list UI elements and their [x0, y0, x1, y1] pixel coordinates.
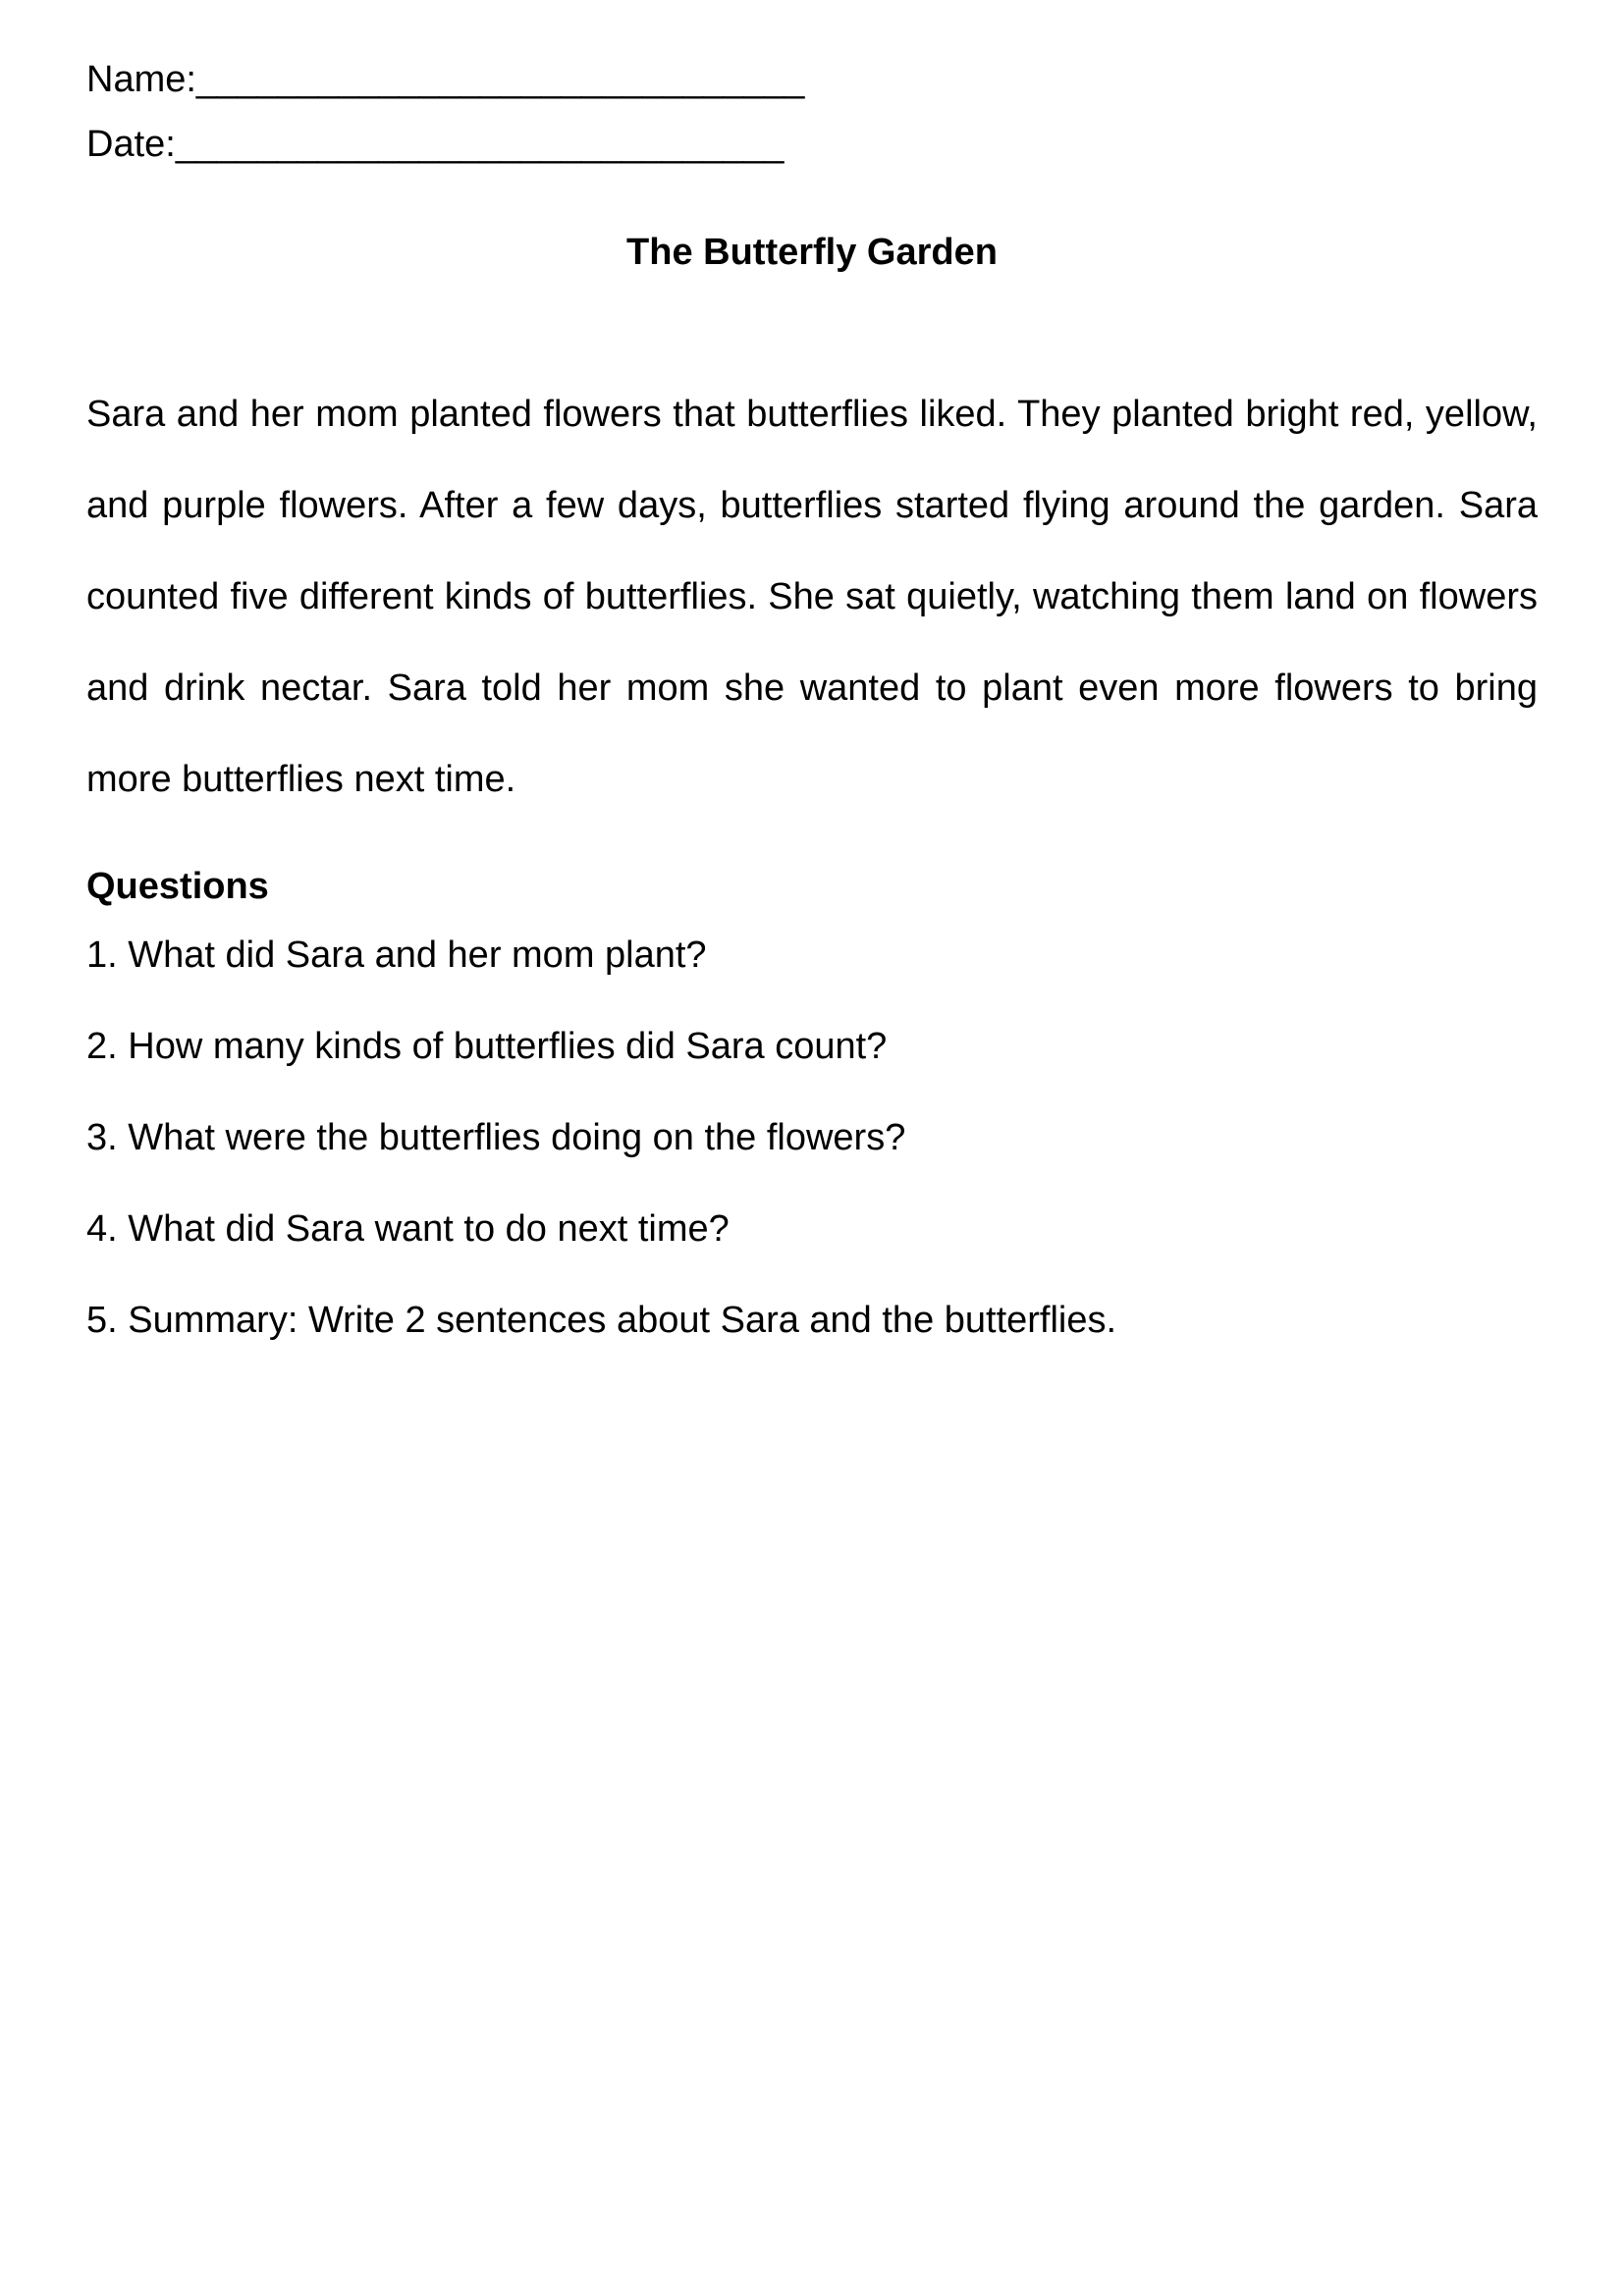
question-item: 5. Summary: Write 2 sentences about Sara and the butterflies.: [86, 1300, 1117, 1341]
question-item: 2. How many kinds of butterflies did Sara count?: [86, 1026, 888, 1067]
question-item: 4. What did Sara want to do next time?: [86, 1208, 730, 1250]
question-item: 3. What were the butterflies doing on the flowers?: [86, 1117, 906, 1158]
question-item: 1. What did Sara and her mom plant?: [86, 934, 707, 976]
date-label: Date:: [86, 124, 176, 165]
worksheet-content: [86, 0, 1538, 1366]
page-title: The Butterfly Garden: [626, 232, 998, 273]
name-field-row: [86, 47, 1538, 112]
student-info-block: [86, 0, 1538, 177]
questions-list: [86, 910, 1538, 1366]
date-field-row: [86, 112, 1538, 177]
questions-heading: Questions: [86, 866, 269, 907]
name-label: Name:: [86, 59, 196, 100]
reading-passage: Sara and her mom planted flowers that butterflies liked. They planted bright red, yellow, and purple flowers. After a few days, butterflies started flying around the garden. Sara counted five different kinds of butterflies. She sat quietly, watching them land on flowers and drink nectar. Sara told her mom she wanted to plant even more flowers to bring more butterflies next time.: [86, 394, 1538, 800]
name-write-in-line[interactable]: ______________________________: [195, 59, 804, 100]
date-write-in-line[interactable]: ______________________________: [175, 124, 784, 165]
